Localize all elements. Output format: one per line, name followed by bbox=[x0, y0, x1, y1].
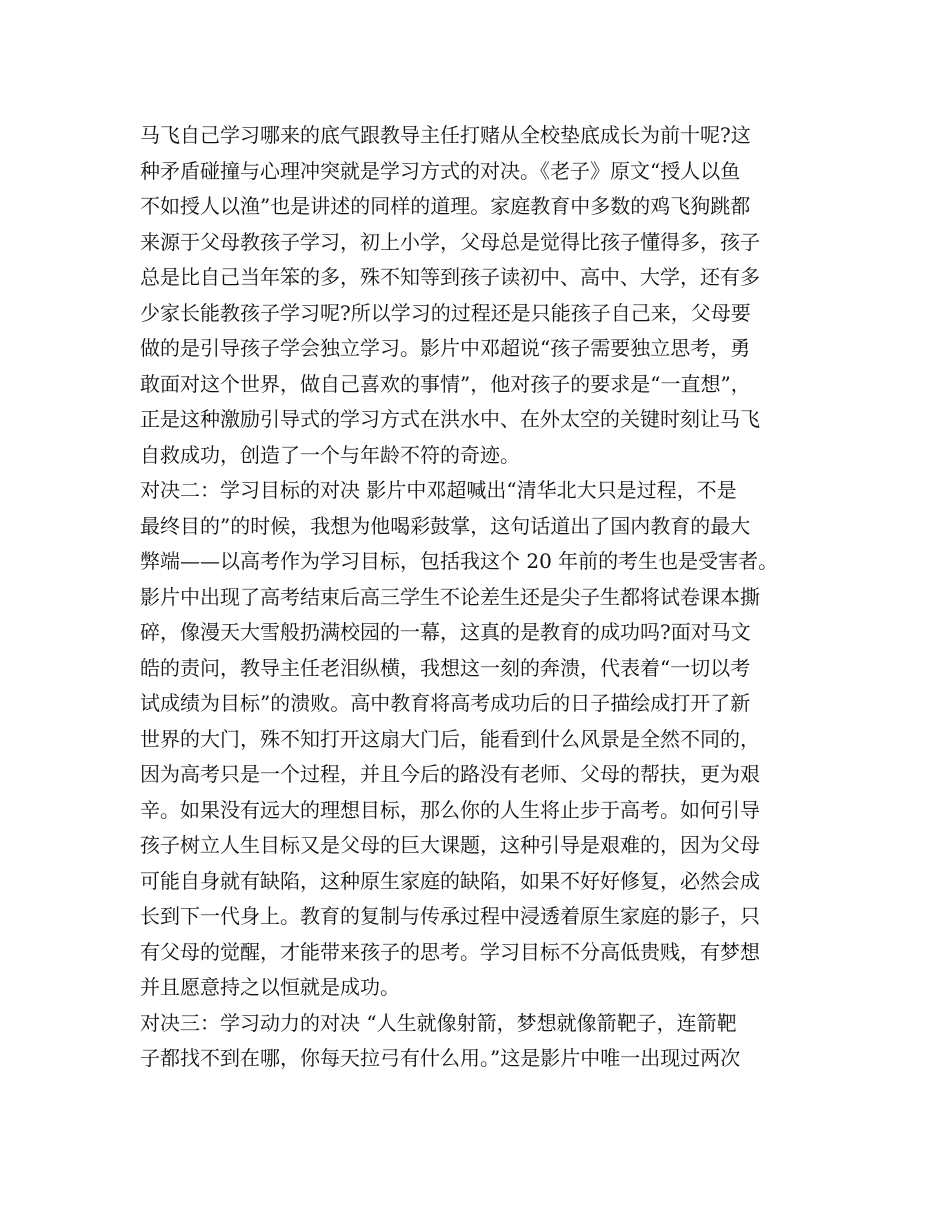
text-line: 子都找不到在哪，你每天拉弓有什么用。”这是影片中唯一出现过两次 bbox=[140, 1046, 741, 1070]
text-line: 弊端——以高考作为学习目标，包括我这个 20 年前的考生也是受害者。 bbox=[140, 549, 779, 573]
text-line: 来源于父母教孩子学习，初上小学，父母总是觉得比孩子懂得多，孩子 bbox=[140, 229, 760, 254]
text-line: 皓的责问，教导主任老泪纵横，我想这一刻的奔溃，代表着“一切以考 bbox=[140, 655, 751, 680]
text-line: 试成绩为目标”的溃败。高中教育将高考成功后的日子描绘成打开了新 bbox=[140, 691, 751, 715]
section-heading-line: 对决二：学习目标的对决 影片中邓超喊出“清华北大只是过程，不是 bbox=[140, 478, 737, 502]
text-line: 有父母的觉醒，才能带来孩子的思考。学习目标不分高低贵贱，有梦想 bbox=[140, 939, 760, 964]
text-line: 正是这种激励引导式的学习方式在洪水中、在外太空的关键时刻让马飞 bbox=[140, 407, 760, 431]
text-line: 世界的大门，殊不知打开这扇大门后，能看到什么风景是全然不同的， bbox=[140, 726, 760, 751]
text-line: 辛。如果没有远大的理想目标，那么你的人生将止步于高考。如何引导 bbox=[140, 797, 760, 822]
text-line: 长到下一代身上。教育的复制与传承过程中浸透着原生家庭的影子，只 bbox=[140, 904, 760, 928]
text-line: 马飞自己学习哪来的底气跟教导主任打赌从全校垫底成长为前十呢?这 bbox=[140, 123, 751, 147]
document-page bbox=[140, 118, 830, 1077]
text-line: 并且愿意持之以恒就是成功。 bbox=[140, 975, 400, 999]
text-line: 可能自身就有缺陷，这种原生家庭的缺陷，如果不好好修复，必然会成 bbox=[140, 868, 760, 893]
text-line: 种矛盾碰撞与心理冲突就是学习方式的对决。《老子》原文“授人以鱼 bbox=[140, 158, 741, 183]
text-line: 不如授人以渔”也是讲述的同样的道理。家庭教育中多数的鸡飞狗跳都 bbox=[140, 194, 751, 218]
text-line: 自救成功，创造了一个与年龄不符的奇迹。 bbox=[140, 442, 520, 467]
text-line: 孩子树立人生目标又是父母的巨大课题，这种引导是艰难的，因为父母 bbox=[140, 833, 760, 857]
text-line: 影片中出现了高考结束后高三学生不论差生还是尖子生都将试卷课本撕 bbox=[140, 584, 760, 609]
text-line: 碎，像漫天大雪般扔满校园的一幕，这真的是教育的成功吗?面对马文 bbox=[140, 620, 751, 644]
text-line: 少家长能教孩子学习呢?所以学习的过程还是只能孩子自己来，父母要 bbox=[140, 300, 751, 325]
text-line: 敢面对这个世界，做自己喜欢的事情”，他对孩子的要求是“一直想”， bbox=[140, 371, 751, 396]
text-line: 因为高考只是一个过程，并且今后的路没有老师、父母的帮扶，更为艰 bbox=[140, 762, 760, 786]
text-line: 最终目的”的时候，我想为他喝彩鼓掌，这句话道出了国内教育的最大 bbox=[140, 513, 751, 538]
text-line: 做的是引导孩子学会独立学习。影片中邓超说“孩子需要独立思考，勇 bbox=[140, 336, 751, 360]
text-line: 总是比自己当年笨的多，殊不知等到孩子读初中、高中、大学，还有多 bbox=[140, 265, 760, 289]
section-heading-line: 对决三：学习动力的对决 “人生就像射箭，梦想就像箭靶子，连箭靶 bbox=[140, 1010, 737, 1035]
